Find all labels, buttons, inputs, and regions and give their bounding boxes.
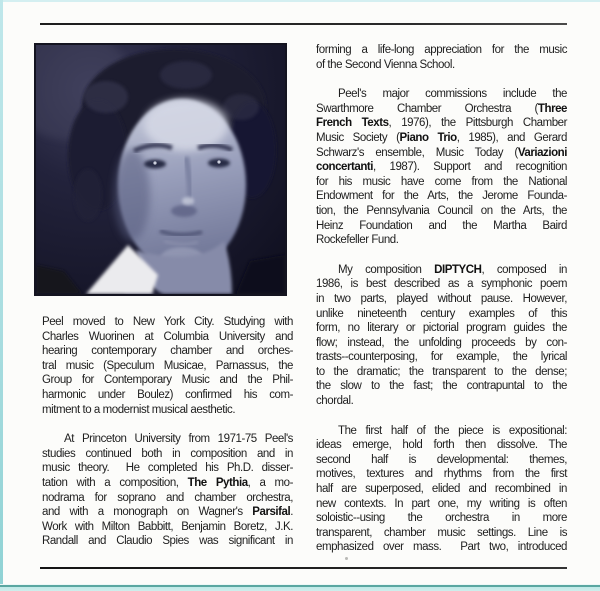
text-line: and with a monograph on Wagner's Parsifal. (42, 506, 293, 519)
text-line: Peel's major commissions include the (338, 88, 567, 101)
portrait-photo (34, 43, 287, 296)
text-line: second half is developmental: themes, (316, 453, 567, 466)
text-line: form, no literary or pictorial program guides the (316, 322, 567, 335)
paragraph (316, 87, 567, 248)
text-line: mitment to a modernist musical aesthetic. (42, 403, 236, 416)
text-line: trasts--counterposing, for example, the lyrical (316, 351, 567, 364)
text-line: Peel moved to New York City. Studying with (42, 316, 293, 328)
paragraph (316, 424, 567, 555)
text-line: chordal. (316, 395, 354, 408)
text-column-right (316, 43, 567, 555)
bottom-rule (40, 567, 567, 569)
text-line: Heinz Foundation and the Martha Baird (316, 219, 567, 232)
scan-speck (345, 557, 348, 560)
paragraph (316, 43, 567, 72)
text-line: Swarthmore Chamber Orchestra (Three (316, 102, 567, 115)
text-line: motives, textures and rhythms from the first (316, 468, 567, 481)
text-line: tation with a composition, The Pythia, a mo- (42, 476, 293, 489)
text-line: Endowment for the Arts, the Jerome Founda- (316, 190, 567, 203)
text-line: emphasized over mass. Part two, introduced (316, 541, 567, 554)
scan-edge-bottom (0, 584, 600, 591)
text-line: Music Society (Piano Trio, 1985), and Gerard (316, 131, 567, 144)
text-line: Schwarz's ensemble, Music Today (Variazioni (316, 146, 567, 159)
text-line: The first half of the piece is expositional: (338, 424, 567, 437)
text-line: French Texts, 1976), the Pittsburgh Chamber (316, 117, 568, 130)
text-line: 1986, is best described as a symphonic poem (316, 278, 567, 291)
portrait-illustration (36, 45, 285, 294)
text-line: soloistic--using the orchestra in more (316, 512, 567, 525)
text-line: At Princeton University from 1971-75 Peel's (64, 433, 293, 446)
scan-edge-top (0, 0, 600, 2)
text-line: transparent, chamber music settings. Line is (316, 526, 567, 539)
text-line: tral music (Speculum Musicae, Parnassus, the (42, 359, 293, 372)
text-line: studies continued both in composition and in (42, 447, 293, 460)
text-line: music theory. He completed his Ph.D. disser- (42, 462, 293, 475)
paragraph (42, 432, 293, 549)
text-column-left (42, 315, 293, 549)
text-line: the slow to the fast; the contrapuntal to the (316, 380, 567, 393)
text-line: of the Second Vienna School. (316, 58, 455, 71)
text-line: harmonic under Boulez) confirmed his com- (42, 388, 293, 401)
paragraph (42, 315, 293, 417)
text-line: Rockefeller Fund. (316, 234, 399, 247)
text-line: to the dramatic; the transparent to the dense; (316, 365, 567, 378)
top-rule (40, 23, 567, 25)
text-line: Group for Contemporary Music and the Phil- (42, 374, 293, 387)
text-line: concertanti, 1987). Support and recognition (316, 161, 567, 174)
paragraph (316, 263, 567, 409)
text-line: in two parts, played without pause. However, (316, 292, 567, 305)
text-line: nodrama for soprano and chamber orchestra, (42, 491, 293, 504)
text-line: My composition DIPTYCH, composed in (338, 263, 567, 276)
text-line: hearing contemporary chamber and orches- (42, 345, 293, 358)
text-line: unlike nineteenth century examples of this (316, 307, 567, 320)
text-line: half are superposed, elided and recombined in (316, 483, 567, 496)
text-line: Randall and Claudio Spies was significant in (42, 535, 293, 548)
text-line: tion, the Pennsylvania Council on the Arts, the (316, 204, 567, 217)
text-line: Charles Wuorinen at Columbia University and (42, 330, 293, 343)
text-line: for his music have come from the National (316, 175, 567, 188)
text-line: Work with Milton Babbitt, Benjamin Boretz, J.K. (42, 520, 293, 533)
text-line: ideas emerge, hold forth then dissolve. The (316, 439, 567, 452)
text-line: forming a life-long appreciation for the music (316, 44, 567, 56)
text-line: flow; instead, the unfolding proceeds by con- (316, 336, 567, 349)
scan-edge-left (0, 0, 3, 591)
text-line: new contexts. In part one, my writing is often (316, 497, 567, 510)
